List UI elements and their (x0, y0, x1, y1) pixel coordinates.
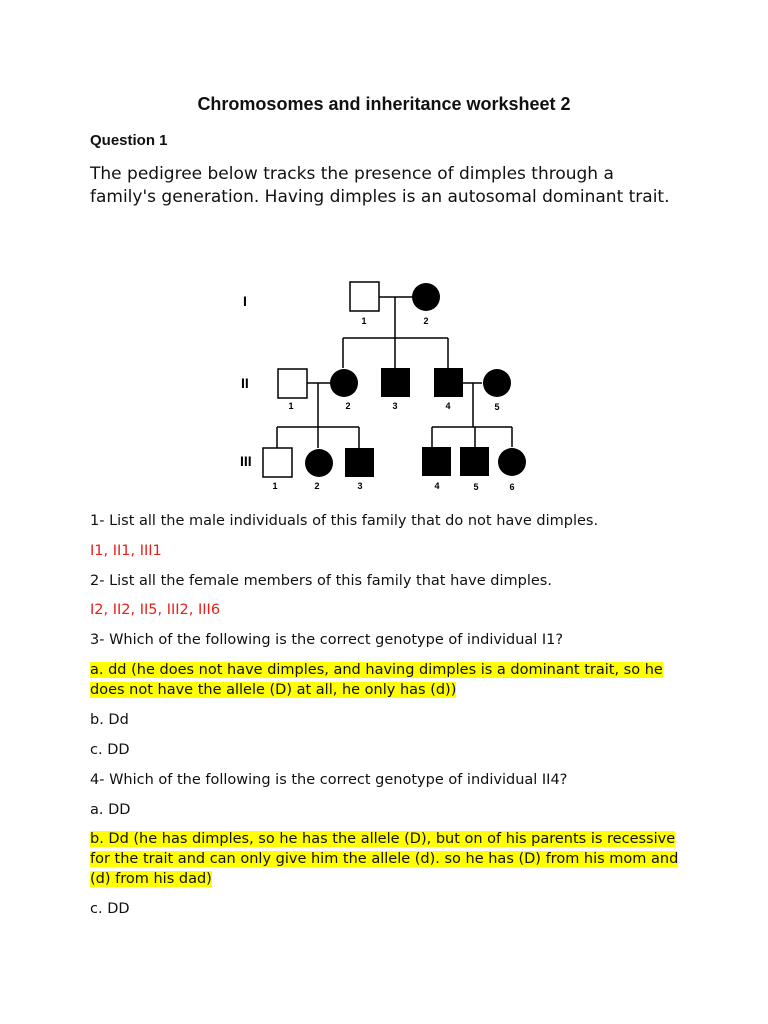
individual-label: 3 (392, 401, 398, 411)
generation-label-II: II (241, 375, 249, 391)
male-affected-III4 (422, 447, 451, 476)
question-heading: Question 1 (90, 132, 168, 149)
female-affected-II2 (330, 369, 358, 397)
question-4-text: 4- Which of the following is the correct genotype of individual II4? (90, 772, 568, 788)
male-affected-II3 (381, 368, 410, 397)
question-2-text: 2- List all the female members of this family that have dimples. (90, 573, 552, 589)
question-4-option-c: c. DD (90, 901, 130, 917)
individual-label: 1 (361, 316, 367, 326)
question-3-option-a (90, 660, 680, 700)
individual-label: 4 (445, 401, 451, 411)
generation-label-III: III (240, 453, 252, 469)
pedigree-chart (230, 270, 540, 500)
individual-label: 1 (272, 481, 278, 491)
male-unaffected-I1 (350, 282, 379, 311)
intro-paragraph: The pedigree below tracks the presence of dimples through a family's generation. Having dimples is an autosomal dominant trait. (90, 164, 670, 207)
female-affected-III2 (305, 449, 333, 477)
individual-label: 2 (314, 481, 320, 491)
male-unaffected-III1 (263, 448, 292, 477)
male-affected-III5 (460, 447, 489, 476)
page-title: Chromosomes and inheritance worksheet 2 (197, 94, 571, 114)
female-affected-III6 (498, 448, 526, 476)
individual-label: 5 (494, 402, 500, 412)
individual-label: 3 (357, 481, 363, 491)
male-unaffected-II1 (278, 369, 307, 398)
question-2-answer: I2, II2, II5, III2, III6 (90, 602, 221, 618)
individual-label: 2 (345, 401, 351, 411)
individual-label: 1 (288, 401, 294, 411)
question-3-option-c: c. DD (90, 742, 130, 758)
male-affected-II4 (434, 368, 463, 397)
individual-label: 6 (509, 482, 515, 492)
individual-label: 4 (434, 481, 440, 491)
question-3-text: 3- Which of the following is the correct genotype of individual I1? (90, 632, 564, 648)
question-1-answer: I1, II1, III1 (90, 543, 162, 559)
female-affected-II5 (483, 369, 511, 397)
generation-label-I: I (243, 293, 247, 309)
highlighted-answer: b. Dd (he has dimples, so he has the allele (D), but on of his parents is recessive for the trait and can only give him the allele (d). so he has (D) from his mom and (d) from his dad) (90, 831, 679, 887)
question-4-option-a: a. DD (90, 802, 131, 818)
question-4-option-b (90, 829, 690, 889)
question-3-option-b: b. Dd (90, 712, 129, 728)
male-affected-III3 (345, 448, 374, 477)
individual-label: 2 (423, 316, 429, 326)
question-1-text: 1- List all the male individuals of this family that do not have dimples. (90, 513, 599, 529)
female-affected-I2 (412, 283, 440, 311)
highlighted-answer: a. dd (he does not have dimples, and having dimples is a dominant trait, so he does not have the allele (D) at all, he only has (d)) (90, 662, 663, 698)
individual-label: 5 (473, 482, 479, 492)
